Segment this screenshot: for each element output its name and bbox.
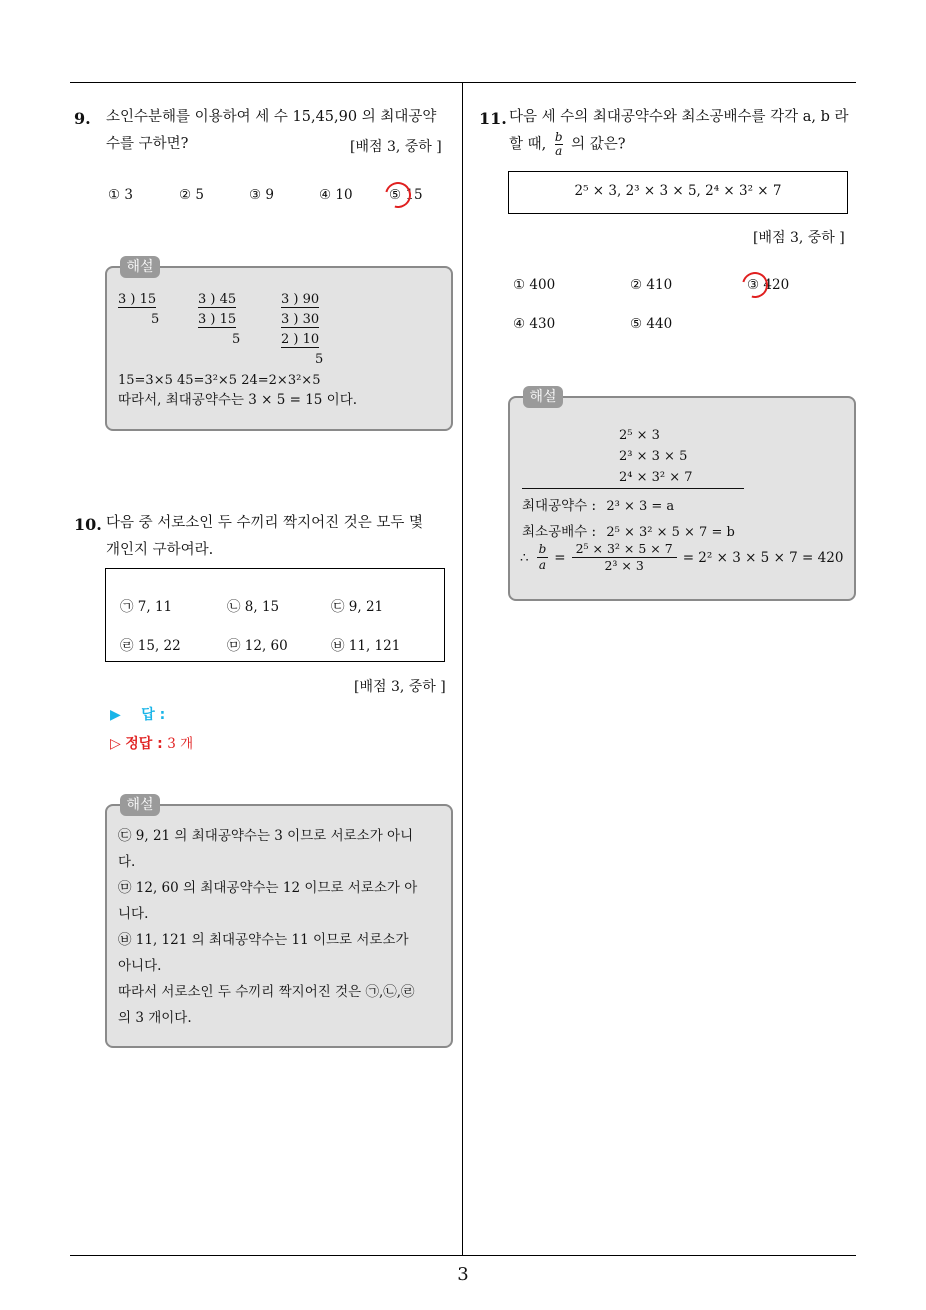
choice-mark: ③	[249, 187, 262, 203]
pair-value: 8, 15	[244, 599, 280, 615]
division-row1-col2	[198, 292, 236, 307]
pair-mark: ㉤	[227, 638, 241, 654]
choice-1[interactable]	[108, 187, 133, 203]
fraction-denominator: a	[555, 144, 563, 158]
pair-value: 12, 60	[244, 638, 288, 654]
final-computation	[520, 541, 843, 574]
question-number: 10.	[74, 515, 102, 534]
solution-line: 따라서 서로소인 두 수끼리 짝지어진 것은 ㉠,㉡,㉣	[118, 984, 415, 1000]
division-cell: 3 ) 15	[198, 312, 237, 327]
pair-mark: ㉥	[331, 638, 345, 654]
fraction-b-over-a	[555, 131, 563, 158]
ratio-numerator: b	[538, 542, 547, 556]
correct-value: 3 개	[167, 736, 194, 752]
page-number: 3	[457, 1264, 469, 1285]
choice-mark: ⑤	[389, 187, 402, 203]
solution-tag: 해설	[523, 386, 563, 408]
solution-tag: 해설	[120, 256, 160, 278]
choice-value: 440	[646, 316, 673, 332]
choice-2[interactable]	[630, 277, 672, 293]
choice-mark: ⑤	[630, 316, 643, 332]
big-fraction-denominator: 2³ × 3	[604, 558, 644, 573]
division-row3-col2: 5	[232, 332, 241, 347]
choice-mark: ①	[108, 187, 121, 203]
pair-mark: ㉢	[331, 599, 345, 615]
correct-answer-line	[110, 732, 193, 753]
solution-line: 다.	[118, 854, 136, 870]
choice-4[interactable]	[319, 187, 353, 203]
column-divider	[462, 82, 463, 1256]
choice-mark: ①	[513, 277, 526, 293]
division-cell: 3 ) 30	[281, 312, 320, 327]
therefore-symbol: ∴	[520, 549, 529, 566]
choice-3[interactable]	[249, 187, 274, 203]
pair-item-4	[120, 634, 181, 654]
choice-value: 430	[529, 316, 556, 332]
division-row3-col3	[281, 332, 319, 347]
choice-value: 10	[335, 187, 353, 203]
lcm-expression: 2⁵ × 3² × 5 × 7 = b	[606, 525, 735, 540]
ratio-fraction	[537, 542, 549, 573]
question-number: 9.	[74, 109, 91, 128]
question-text-line1: 다음 중 서로소인 두 수끼리 짝지어진 것은 모두 몇	[106, 515, 424, 531]
pair-mark: ㉣	[120, 638, 134, 654]
lcm-label: 최소공배수 :	[522, 524, 597, 540]
division-cell: 3 ) 45	[198, 292, 237, 307]
choice-5[interactable]	[630, 316, 672, 332]
choice-mark: ②	[630, 277, 643, 293]
final-result: = 2² × 3 × 5 × 7 = 420	[682, 549, 844, 566]
ratio-denominator: a	[538, 558, 547, 572]
choice-mark: ③	[747, 277, 760, 293]
solution-line: ㉢ 9, 21 의 최대공약수는 3 이므로 서로소가 아니	[118, 828, 414, 844]
division-row2-col1: 5	[151, 312, 160, 327]
big-fraction	[572, 541, 677, 574]
division-cell: 3 ) 15	[118, 292, 157, 307]
solution-conclusion: 따라서, 최대공약수는 3 × 5 = 15 이다.	[118, 392, 358, 408]
top-rule	[70, 82, 856, 83]
question-text-line2: 개인지 구하여라.	[106, 542, 214, 558]
choice-mark: ②	[179, 187, 192, 203]
choice-2[interactable]	[179, 187, 204, 203]
choice-value: 15	[405, 187, 423, 203]
factor-row-3: 2⁴ × 3² × 7	[619, 470, 693, 485]
text-pre: 할 때,	[509, 136, 547, 153]
pair-item-1	[120, 595, 172, 615]
pair-item-6	[331, 634, 400, 654]
big-fraction-numerator: 2⁵ × 3² × 5 × 7	[572, 541, 677, 558]
correct-label: 정답 :	[125, 736, 163, 752]
factorization-line: 15=3×5 45=3²×5 24=2×3²×5	[118, 373, 321, 388]
pair-value: 15, 22	[137, 638, 181, 654]
answer-circle-mark	[380, 177, 416, 213]
choice-4[interactable]	[513, 316, 555, 332]
choice-value: 400	[529, 277, 556, 293]
choice-mark: ④	[513, 316, 526, 332]
division-row2-col2	[198, 312, 236, 327]
pair-item-5	[227, 634, 288, 654]
choice-value: 3	[124, 187, 133, 203]
pair-value: 9, 21	[348, 599, 384, 615]
score-meta: [배점 3, 중하 ]	[350, 139, 442, 155]
gcd-line	[522, 493, 674, 520]
gcd-label: 최대공약수 :	[522, 498, 597, 514]
choice-mark: ④	[319, 187, 332, 203]
pair-mark: ㉠	[120, 599, 134, 615]
question-text-line1: 다음 세 수의 최대공약수와 최소공배수를 각각 a, b 라	[509, 109, 849, 125]
answer-circle-mark	[737, 267, 773, 303]
division-row4-col3: 5	[315, 352, 324, 367]
numbers-expression: 2⁵ × 3, 2³ × 3 × 5, 2⁴ × 3² × 7	[574, 183, 782, 199]
question-text-line2: 수를 구하면?	[106, 136, 189, 152]
solution-line: 니다.	[118, 906, 149, 922]
fraction-numerator: b	[554, 130, 563, 144]
pair-value: 11, 121	[348, 638, 401, 654]
solution-line: ㉥ 11, 121 의 최대공약수는 11 이므로 서로소가	[118, 932, 409, 948]
equals-sign: =	[554, 549, 566, 566]
division-cell: 3 ) 90	[281, 292, 320, 307]
bottom-rule	[70, 1255, 856, 1256]
choice-value: 9	[265, 187, 274, 203]
hollow-arrow-icon: ▷	[110, 736, 121, 752]
question-text-line1: 소인수분해를 이용하여 세 수 15,45,90 의 최대공약	[106, 109, 437, 125]
division-cell: 2 ) 10	[281, 332, 320, 347]
solution-line: ㉤ 12, 60 의 최대공약수는 12 이므로 서로소가 아	[118, 880, 418, 896]
pair-mark: ㉡	[227, 599, 241, 615]
division-row1-col1	[118, 292, 198, 307]
answer-line	[110, 704, 165, 724]
choice-value: 410	[646, 277, 673, 293]
factor-row-1: 2⁵ × 3	[619, 428, 660, 443]
factor-row-2: 2³ × 3 × 5	[619, 449, 688, 464]
solution-text	[118, 823, 448, 1031]
pair-item-3	[331, 595, 383, 615]
question-number: 11.	[479, 109, 507, 128]
score-meta: [배점 3, 중하 ]	[753, 230, 845, 246]
division-row2-col3	[281, 312, 319, 327]
solution-tag: 해설	[120, 794, 160, 816]
question-text-line2	[509, 131, 626, 159]
choice-1[interactable]	[513, 277, 555, 293]
pair-item-2	[227, 595, 279, 615]
text-post: 의 값은?	[571, 136, 626, 153]
choice-value: 5	[195, 187, 204, 203]
play-arrow-icon: ▶	[110, 707, 121, 723]
answer-label: 답 :	[141, 707, 166, 723]
pair-value: 7, 11	[137, 599, 173, 615]
gcd-expression: 2³ × 3 = a	[606, 499, 675, 514]
division-row1-col3	[281, 292, 319, 307]
solution-line: 아니다.	[118, 958, 162, 974]
score-meta: [배점 3, 중하 ]	[354, 679, 446, 695]
choice-value: 420	[763, 277, 790, 293]
sum-rule	[522, 488, 744, 489]
solution-line: 의 3 개이다.	[118, 1010, 192, 1026]
